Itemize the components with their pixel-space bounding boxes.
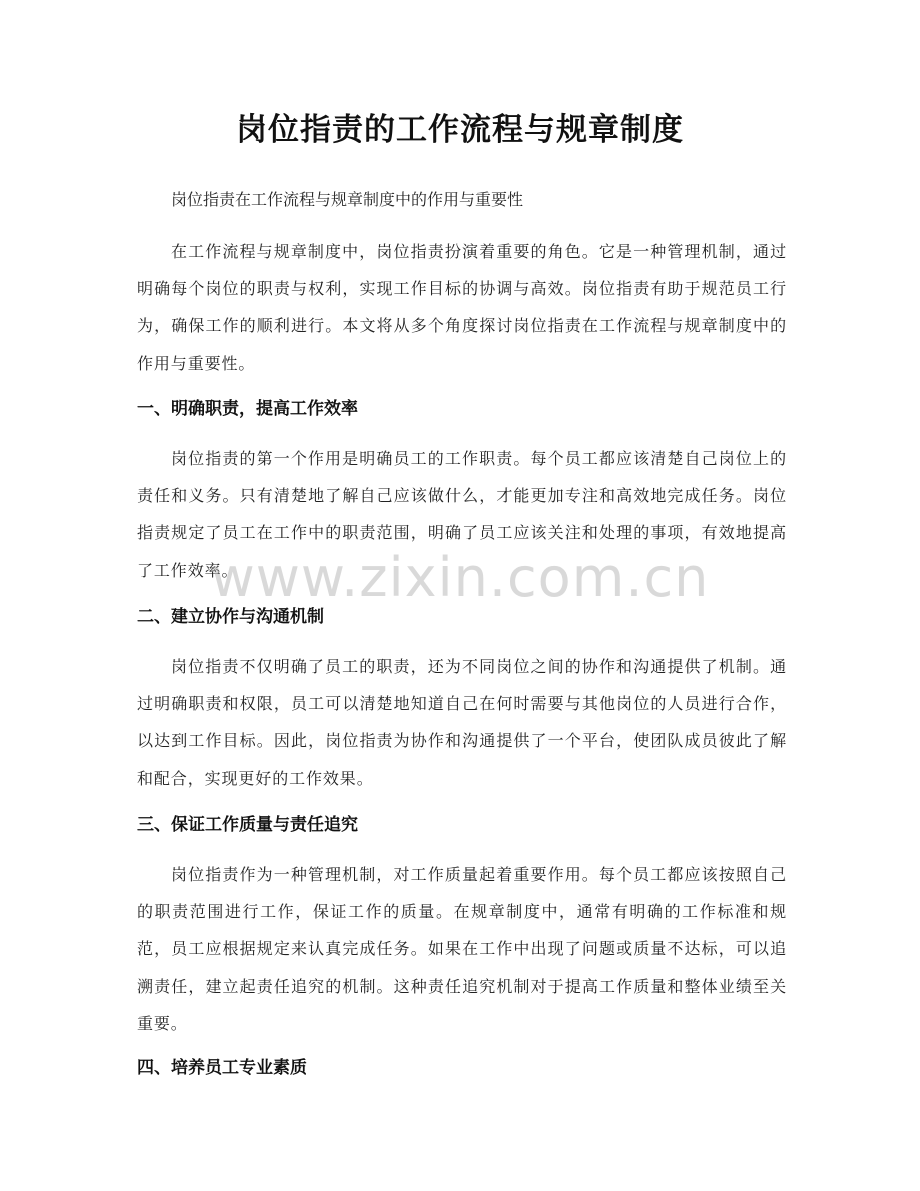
document-title: 岗位指责的工作流程与规章制度 <box>236 112 684 148</box>
section-3-body: 岗位指责作为一种管理机制，对工作质量起着重要作用。每个员工都应该按照自己的职责范围进行工作，保证工作的质量。在规章制度中，通常有明确的工作标准和规范，员工应根据规定来认真完成任务。如果在工作中出现了问题或质量不达标，可以追溯责任，建立起责任追究的机制。这种责任追究机制对于提高工作质量和整体业绩至关重要。 <box>137 865 787 1033</box>
section-2-body: 岗位指责不仅明确了员工的职责，还为不同岗位之间的协作和沟通提供了机制。通过明确职责和权限，员工可以清楚地知道自己在何时需要与其他岗位的人员进行合作，以达到工作目标。因此，岗位指责为协作和沟通提供了一个平台，使团队成员彼此了解和配合，实现更好的工作效果。 <box>137 657 787 788</box>
section-3-heading: 三、保证工作质量与责任追究 <box>137 815 358 835</box>
section-2-heading: 二、建立协作与沟通机制 <box>137 607 324 627</box>
section-4-heading: 四、培养员工专业素质 <box>137 1058 307 1078</box>
section-1-body: 岗位指责的第一个作用是明确员工的工作职责。每个员工都应该清楚自己岗位上的责任和义务。只有清楚地了解自己应该做什么，才能更加专注和高效地完成任务。岗位指责规定了员工在工作中的职责范围，明确了员工应该关注和处理的事项，有效地提高了工作效率。 <box>137 449 787 580</box>
document-subtitle: 岗位指责在工作流程与规章制度中的作用与重要性 <box>171 190 524 209</box>
watermark-text: www.zixin.com.cn <box>210 546 710 609</box>
intro-paragraph: 在工作流程与规章制度中，岗位指责扮演着重要的角色。它是一种管理机制，通过明确每个岗位的职责与权利，实现工作目标的协调与高效。岗位指责有助于规范员工行为，确保工作的顺利进行。本文将从多个角度探讨岗位指责在工作流程与规章制度中的作用与重要性。 <box>137 242 787 373</box>
section-1-heading: 一、明确职责，提高工作效率 <box>137 399 358 419</box>
